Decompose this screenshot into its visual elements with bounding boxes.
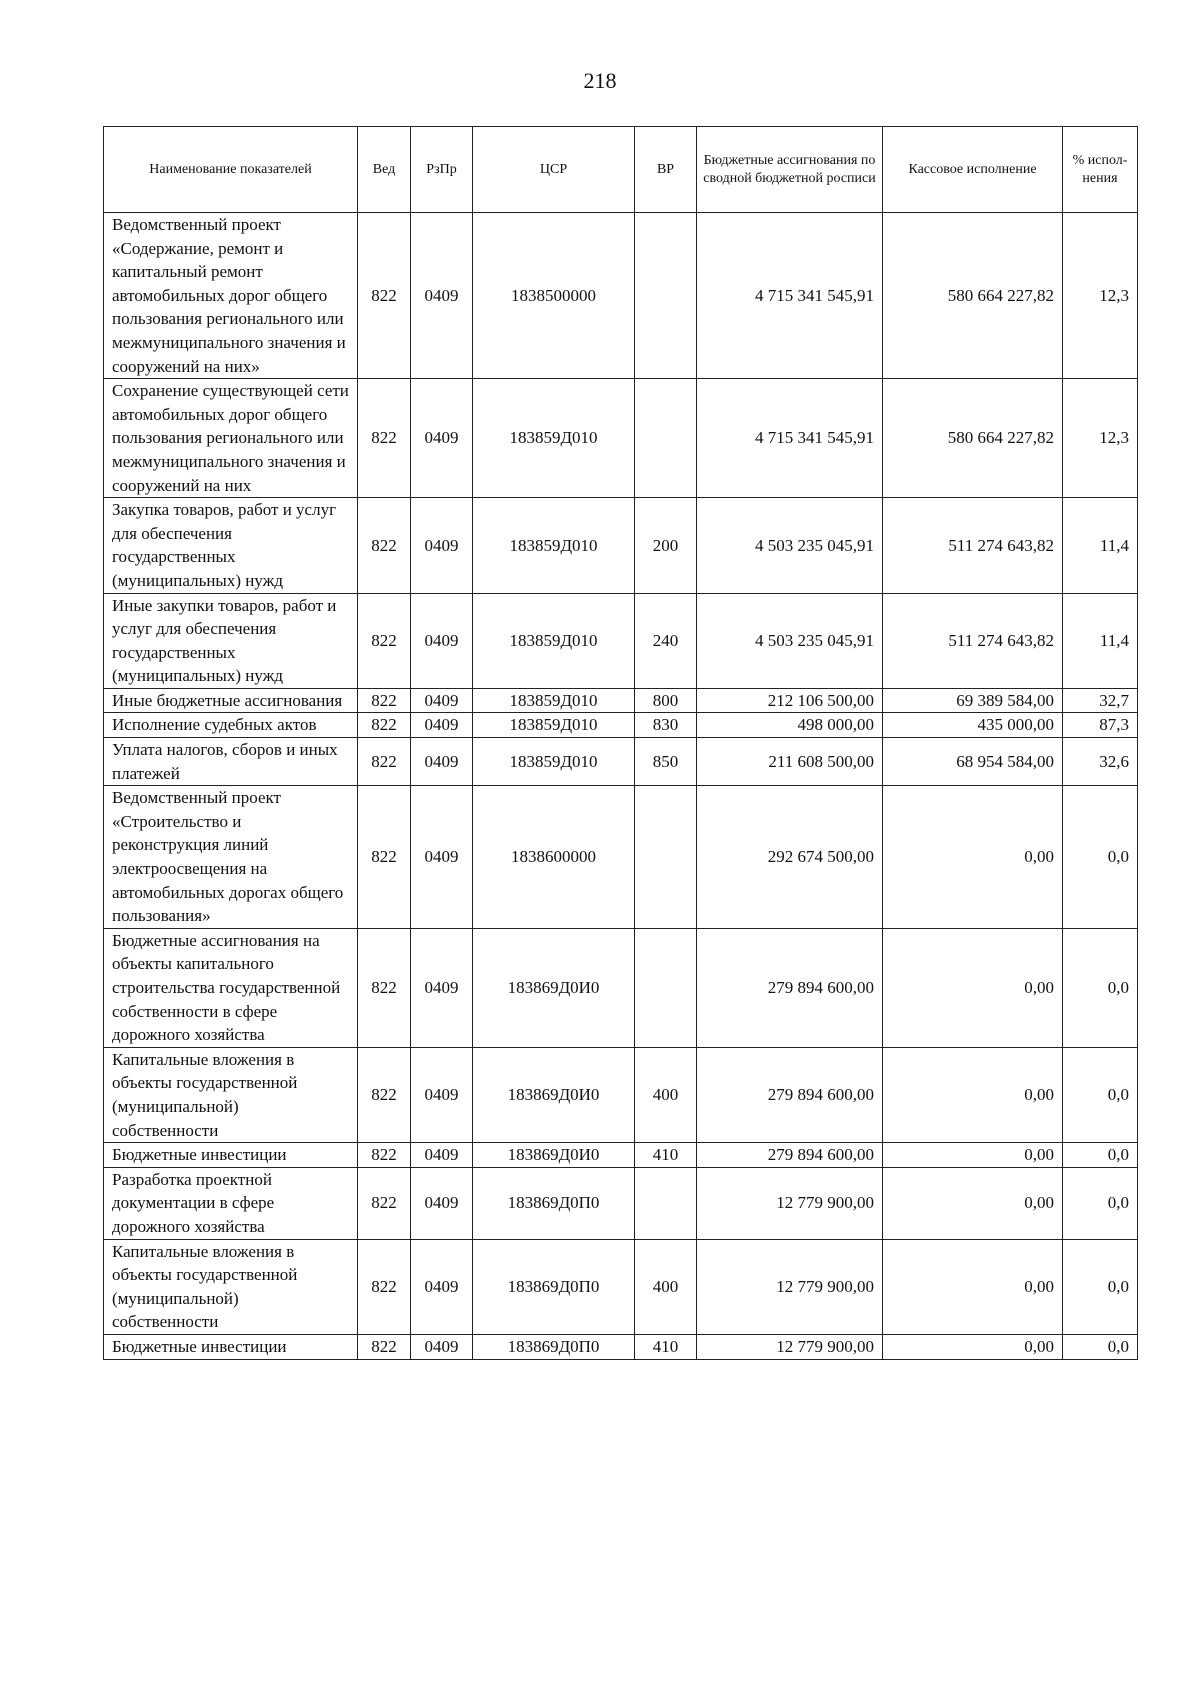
- header-vr: ВР: [635, 127, 697, 213]
- table-row: [104, 713, 1138, 738]
- cell-pct: 0,0: [1063, 1167, 1138, 1239]
- cell-vr: 830: [635, 713, 697, 738]
- table-row: [104, 786, 1138, 929]
- cell-csr: 183869Д0П0: [473, 1167, 635, 1239]
- header-rzpr: РзПр: [411, 127, 473, 213]
- cell-pct: 0,0: [1063, 1334, 1138, 1359]
- cell-csr: 183869Д0И0: [473, 1047, 635, 1142]
- table-body: [104, 213, 1138, 1360]
- header-name: Наименование показателей: [104, 127, 358, 213]
- cell-ved: 822: [358, 928, 411, 1047]
- cell-csr: 183859Д010: [473, 379, 635, 498]
- cell-pct: 11,4: [1063, 498, 1138, 593]
- cell-name: Бюджетные инвестиции: [104, 1143, 358, 1168]
- cell-csr: 183859Д010: [473, 498, 635, 593]
- cell-pct: 11,4: [1063, 593, 1138, 688]
- table-row: [104, 1239, 1138, 1334]
- cell-csr: 183869Д0И0: [473, 1143, 635, 1168]
- table-row: [104, 498, 1138, 593]
- cell-cash: 68 954 584,00: [883, 738, 1063, 786]
- cell-pct: 32,7: [1063, 688, 1138, 713]
- cell-budget: 212 106 500,00: [697, 688, 883, 713]
- cell-ved: 822: [358, 688, 411, 713]
- cell-vr: [635, 928, 697, 1047]
- cell-ved: 822: [358, 786, 411, 929]
- cell-budget: 211 608 500,00: [697, 738, 883, 786]
- cell-budget: 4 715 341 545,91: [697, 379, 883, 498]
- cell-ved: 822: [358, 379, 411, 498]
- cell-csr: 1838500000: [473, 213, 635, 379]
- cell-csr: 183859Д010: [473, 688, 635, 713]
- header-csr: ЦСР: [473, 127, 635, 213]
- table-row: [104, 928, 1138, 1047]
- cell-pct: 87,3: [1063, 713, 1138, 738]
- cell-rzpr: 0409: [411, 498, 473, 593]
- cell-cash: 0,00: [883, 1334, 1063, 1359]
- table-row: [104, 593, 1138, 688]
- page-number: 218: [583, 68, 617, 93]
- cell-vr: 240: [635, 593, 697, 688]
- cell-vr: [635, 213, 697, 379]
- cell-budget: 4 503 235 045,91: [697, 593, 883, 688]
- cell-pct: 12,3: [1063, 213, 1138, 379]
- cell-rzpr: 0409: [411, 786, 473, 929]
- cell-name: Иные бюджетные ассигнования: [104, 688, 358, 713]
- cell-cash: 511 274 643,82: [883, 593, 1063, 688]
- cell-cash: 435 000,00: [883, 713, 1063, 738]
- cell-vr: 850: [635, 738, 697, 786]
- cell-csr: 183859Д010: [473, 738, 635, 786]
- header-budget: Бюджетные ассигнования по сводной бюджетной росписи: [697, 127, 883, 213]
- cell-pct: 0,0: [1063, 1143, 1138, 1168]
- cell-name: Закупка товаров, работ и услуг для обеспечения государственных (муниципальных) нужд: [104, 498, 358, 593]
- cell-rzpr: 0409: [411, 379, 473, 498]
- cell-name: Капитальные вложения в объекты государственной (муниципальной) собственности: [104, 1239, 358, 1334]
- cell-name: Бюджетные инвестиции: [104, 1334, 358, 1359]
- cell-vr: 200: [635, 498, 697, 593]
- cell-ved: 822: [358, 1143, 411, 1168]
- cell-name: Иные закупки товаров, работ и услуг для обеспечения государственных (муниципальных) нужд: [104, 593, 358, 688]
- cell-ved: 822: [358, 1047, 411, 1142]
- cell-ved: 822: [358, 593, 411, 688]
- cell-name: Капитальные вложения в объекты государственной (муниципальной) собственности: [104, 1047, 358, 1142]
- cell-pct: 0,0: [1063, 1047, 1138, 1142]
- cell-cash: 0,00: [883, 1143, 1063, 1168]
- cell-rzpr: 0409: [411, 928, 473, 1047]
- cell-csr: 183869Д0П0: [473, 1334, 635, 1359]
- budget-execution-table: [103, 126, 1138, 1360]
- cell-cash: 511 274 643,82: [883, 498, 1063, 593]
- cell-pct: 32,6: [1063, 738, 1138, 786]
- cell-vr: 410: [635, 1143, 697, 1168]
- cell-ved: 822: [358, 1239, 411, 1334]
- cell-cash: 0,00: [883, 1239, 1063, 1334]
- table-row: [104, 1143, 1138, 1168]
- cell-vr: 400: [635, 1239, 697, 1334]
- cell-ved: 822: [358, 498, 411, 593]
- cell-budget: 12 779 900,00: [697, 1239, 883, 1334]
- cell-budget: 279 894 600,00: [697, 928, 883, 1047]
- cell-name: Уплата налогов, сборов и иных платежей: [104, 738, 358, 786]
- cell-rzpr: 0409: [411, 1334, 473, 1359]
- cell-vr: 400: [635, 1047, 697, 1142]
- cell-rzpr: 0409: [411, 1047, 473, 1142]
- cell-name: Исполнение судебных актов: [104, 713, 358, 738]
- cell-budget: 279 894 600,00: [697, 1143, 883, 1168]
- cell-cash: 580 664 227,82: [883, 213, 1063, 379]
- cell-pct: 0,0: [1063, 928, 1138, 1047]
- cell-budget: 12 779 900,00: [697, 1334, 883, 1359]
- cell-ved: 822: [358, 1167, 411, 1239]
- cell-name: Сохранение существующей сети автомобильных дорог общего пользования регионального или межмуниципального значения и сооружений на них: [104, 379, 358, 498]
- cell-name: Ведомственный проект «Содержание, ремонт и капитальный ремонт автомобильных дорог общего пользования регионального или межмуниципального значения и сооружений на них»: [104, 213, 358, 379]
- cell-csr: 183859Д010: [473, 593, 635, 688]
- cell-pct: 12,3: [1063, 379, 1138, 498]
- cell-rzpr: 0409: [411, 1239, 473, 1334]
- cell-budget: 292 674 500,00: [697, 786, 883, 929]
- table-row: [104, 1047, 1138, 1142]
- cell-vr: [635, 786, 697, 929]
- cell-rzpr: 0409: [411, 738, 473, 786]
- cell-vr: 800: [635, 688, 697, 713]
- cell-rzpr: 0409: [411, 1167, 473, 1239]
- cell-pct: 0,0: [1063, 1239, 1138, 1334]
- cell-cash: 0,00: [883, 1047, 1063, 1142]
- cell-cash: 0,00: [883, 928, 1063, 1047]
- cell-rzpr: 0409: [411, 1143, 473, 1168]
- header-ved: Вед: [358, 127, 411, 213]
- cell-csr: 183869Д0И0: [473, 928, 635, 1047]
- table-row: [104, 688, 1138, 713]
- table-row: [104, 738, 1138, 786]
- cell-budget: 4 715 341 545,91: [697, 213, 883, 379]
- cell-cash: 580 664 227,82: [883, 379, 1063, 498]
- cell-budget: 12 779 900,00: [697, 1167, 883, 1239]
- cell-name: Разработка проектной документации в сфере дорожного хозяйства: [104, 1167, 358, 1239]
- cell-csr: 183859Д010: [473, 713, 635, 738]
- cell-rzpr: 0409: [411, 213, 473, 379]
- cell-ved: 822: [358, 738, 411, 786]
- cell-cash: 69 389 584,00: [883, 688, 1063, 713]
- cell-pct: 0,0: [1063, 786, 1138, 929]
- cell-csr: 183869Д0П0: [473, 1239, 635, 1334]
- cell-rzpr: 0409: [411, 713, 473, 738]
- cell-vr: 410: [635, 1334, 697, 1359]
- cell-budget: 498 000,00: [697, 713, 883, 738]
- cell-vr: [635, 1167, 697, 1239]
- cell-rzpr: 0409: [411, 593, 473, 688]
- table-row: [104, 379, 1138, 498]
- header-cash: Кассовое исполнение: [883, 127, 1063, 213]
- cell-ved: 822: [358, 213, 411, 379]
- cell-budget: 4 503 235 045,91: [697, 498, 883, 593]
- cell-name: Ведомственный проект «Строительство и реконструкция линий электроосвещения на автомобильных дорогах общего пользования»: [104, 786, 358, 929]
- cell-ved: 822: [358, 1334, 411, 1359]
- cell-vr: [635, 379, 697, 498]
- cell-rzpr: 0409: [411, 688, 473, 713]
- cell-ved: 822: [358, 713, 411, 738]
- table-row: [104, 1167, 1138, 1239]
- cell-csr: 1838600000: [473, 786, 635, 929]
- cell-cash: 0,00: [883, 786, 1063, 929]
- cell-cash: 0,00: [883, 1167, 1063, 1239]
- table-row: [104, 1334, 1138, 1359]
- cell-budget: 279 894 600,00: [697, 1047, 883, 1142]
- cell-name: Бюджетные ассигнования на объекты капитального строительства государственной собственности в сфере дорожного хозяйства: [104, 928, 358, 1047]
- table-row: [104, 213, 1138, 379]
- table-header-row: [104, 127, 1138, 213]
- header-pct: % испол-нения: [1063, 127, 1138, 213]
